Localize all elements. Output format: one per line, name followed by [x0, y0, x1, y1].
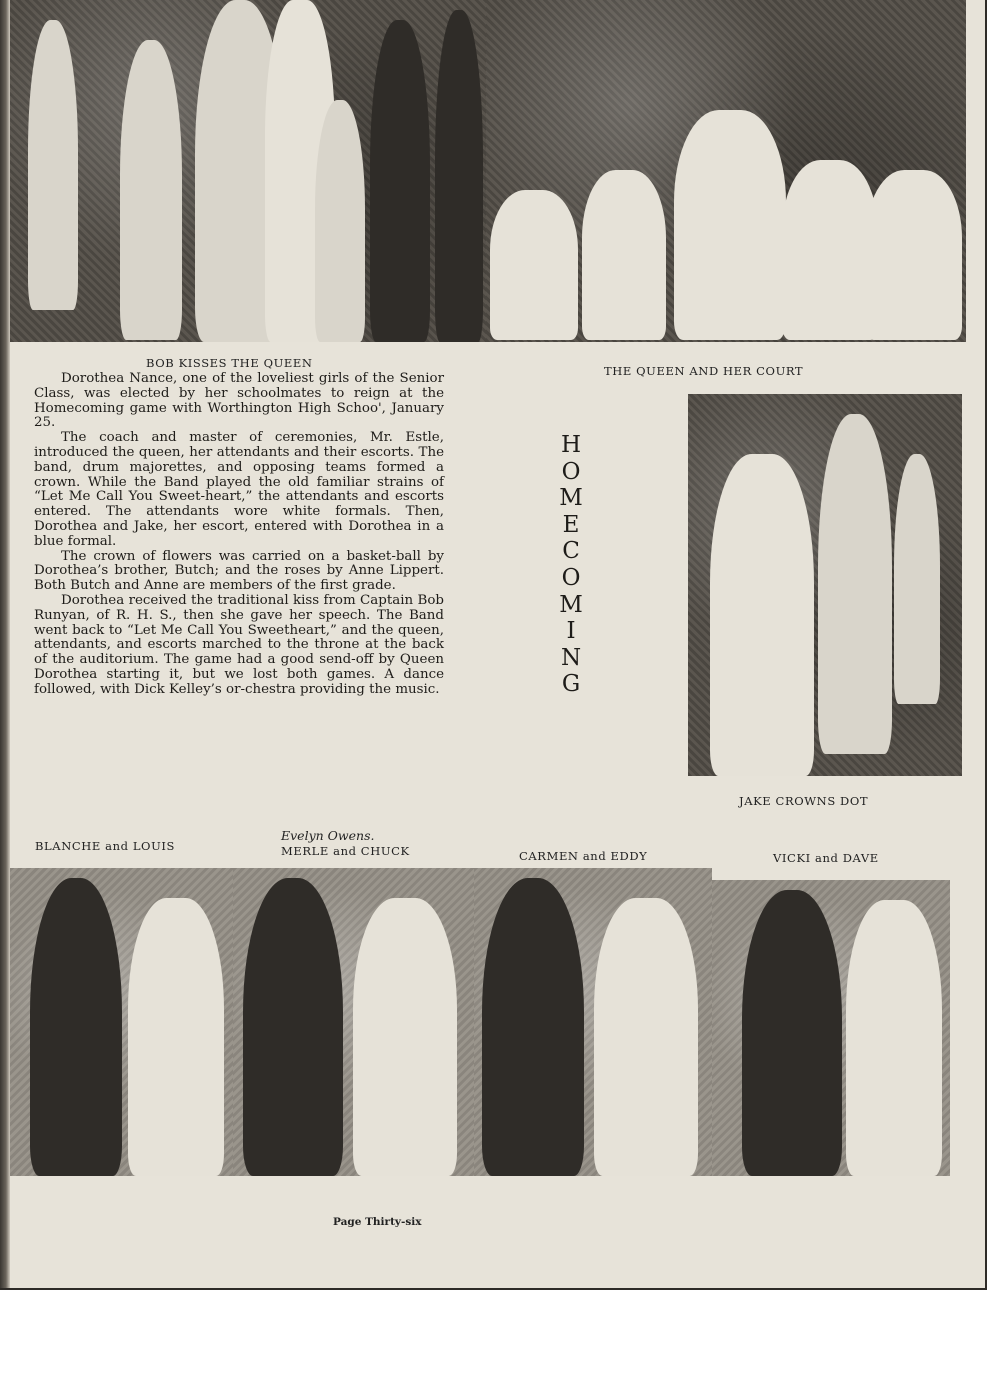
caption-couple: CARMEN and EDDY [519, 849, 648, 863]
figure-player [28, 20, 78, 310]
title-letter: I [566, 618, 576, 645]
caption-couple: BLANCHE and LOUIS [35, 839, 175, 853]
title-letter: N [560, 644, 582, 671]
figure-attendant [846, 900, 942, 1176]
figure-attendant [353, 898, 457, 1176]
title-letter: C [562, 538, 580, 565]
figure-attendant [490, 190, 578, 340]
title-letter: M [559, 485, 583, 512]
page-number: Page Thirty-six [333, 1216, 422, 1228]
title-letter: G [561, 671, 581, 698]
figure-escort [30, 878, 122, 1176]
article-paragraph: The coach and master of ceremonies, Mr. Estle, introduced the queen, her attendants and their escorts. The band, drum majorettes, and opposing teams formed a crown. While the Band played the old familiar strains of “Let Me Call You Sweet-heart,” the attendants and escorts entered. The attendants wore white formals. Then, Dorothea and Jake, her escort, entered with Dorothea in a blue formal. [34, 430, 444, 549]
figure-attendant [782, 160, 878, 340]
title-letter: H [560, 432, 582, 458]
homecoming-article [34, 372, 444, 698]
figure-player [894, 454, 940, 704]
figure-escort [482, 878, 584, 1176]
figure-player [435, 10, 483, 342]
article-author: Evelyn Owens. [281, 828, 375, 843]
article-paragraph: Dorothea Nance, one of the loveliest girls of the Senior Class, was elected by her schoolmates to reign at the Homecoming game with Worthington High Schoo', January 25. [34, 371, 444, 431]
caption-couple: VICKI and DAVE [773, 851, 879, 865]
figure-attendant [866, 170, 962, 340]
figure-jake [818, 414, 892, 754]
figure-player [370, 20, 430, 342]
figure-dorothea [710, 454, 814, 776]
figure-attendant [594, 898, 698, 1176]
figure-player [120, 40, 182, 340]
photo-couple [10, 868, 233, 1176]
page-spine [0, 0, 10, 1288]
article-paragraph: Dorothea received the traditional kiss from Captain Bob Runyan, of R. H. S., then she gave her speech. The Band went back to “Let Me Call You Sweetheart,” and the queen, attendants, and escorts marched to the throne at the back of the auditorium. The game had a good send-off by Queen Dorothea starting it, but we lost both games. A dance followed, with Dick Kelley’s or-chestra providing the music. [34, 592, 444, 697]
photo-couple [712, 880, 950, 1176]
figure-player [315, 100, 365, 342]
photo-couple [233, 868, 474, 1176]
homecoming-vertical-title [556, 432, 586, 698]
photo-bob-kisses-queen [10, 0, 487, 342]
title-letter: E [562, 511, 580, 538]
title-letter: O [561, 458, 581, 485]
article-paragraph: The crown of flowers was carried on a basket-ball by Dorothea’s brother, Butch; and the roses by Anne Lippert. Both Butch and Anne are members of the first grade. [34, 548, 444, 594]
caption-jake-crowns-dot: JAKE CROWNS DOT [739, 794, 869, 808]
figure-queen [674, 110, 786, 340]
caption-bob-kisses-queen: BOB KISSES THE QUEEN [146, 356, 313, 370]
figure-attendant [582, 170, 666, 340]
title-letter: M [559, 591, 583, 618]
photo-queen-and-court [486, 0, 966, 342]
caption-couple: MERLE and CHUCK [281, 844, 410, 858]
title-letter: O [561, 564, 581, 591]
caption-queen-and-court: THE QUEEN AND HER COURT [604, 364, 804, 378]
figure-escort [243, 878, 343, 1176]
figure-escort [742, 890, 842, 1176]
figure-attendant [128, 898, 224, 1176]
photo-couple [474, 868, 712, 1176]
photo-jake-crowns-dot [688, 394, 962, 776]
